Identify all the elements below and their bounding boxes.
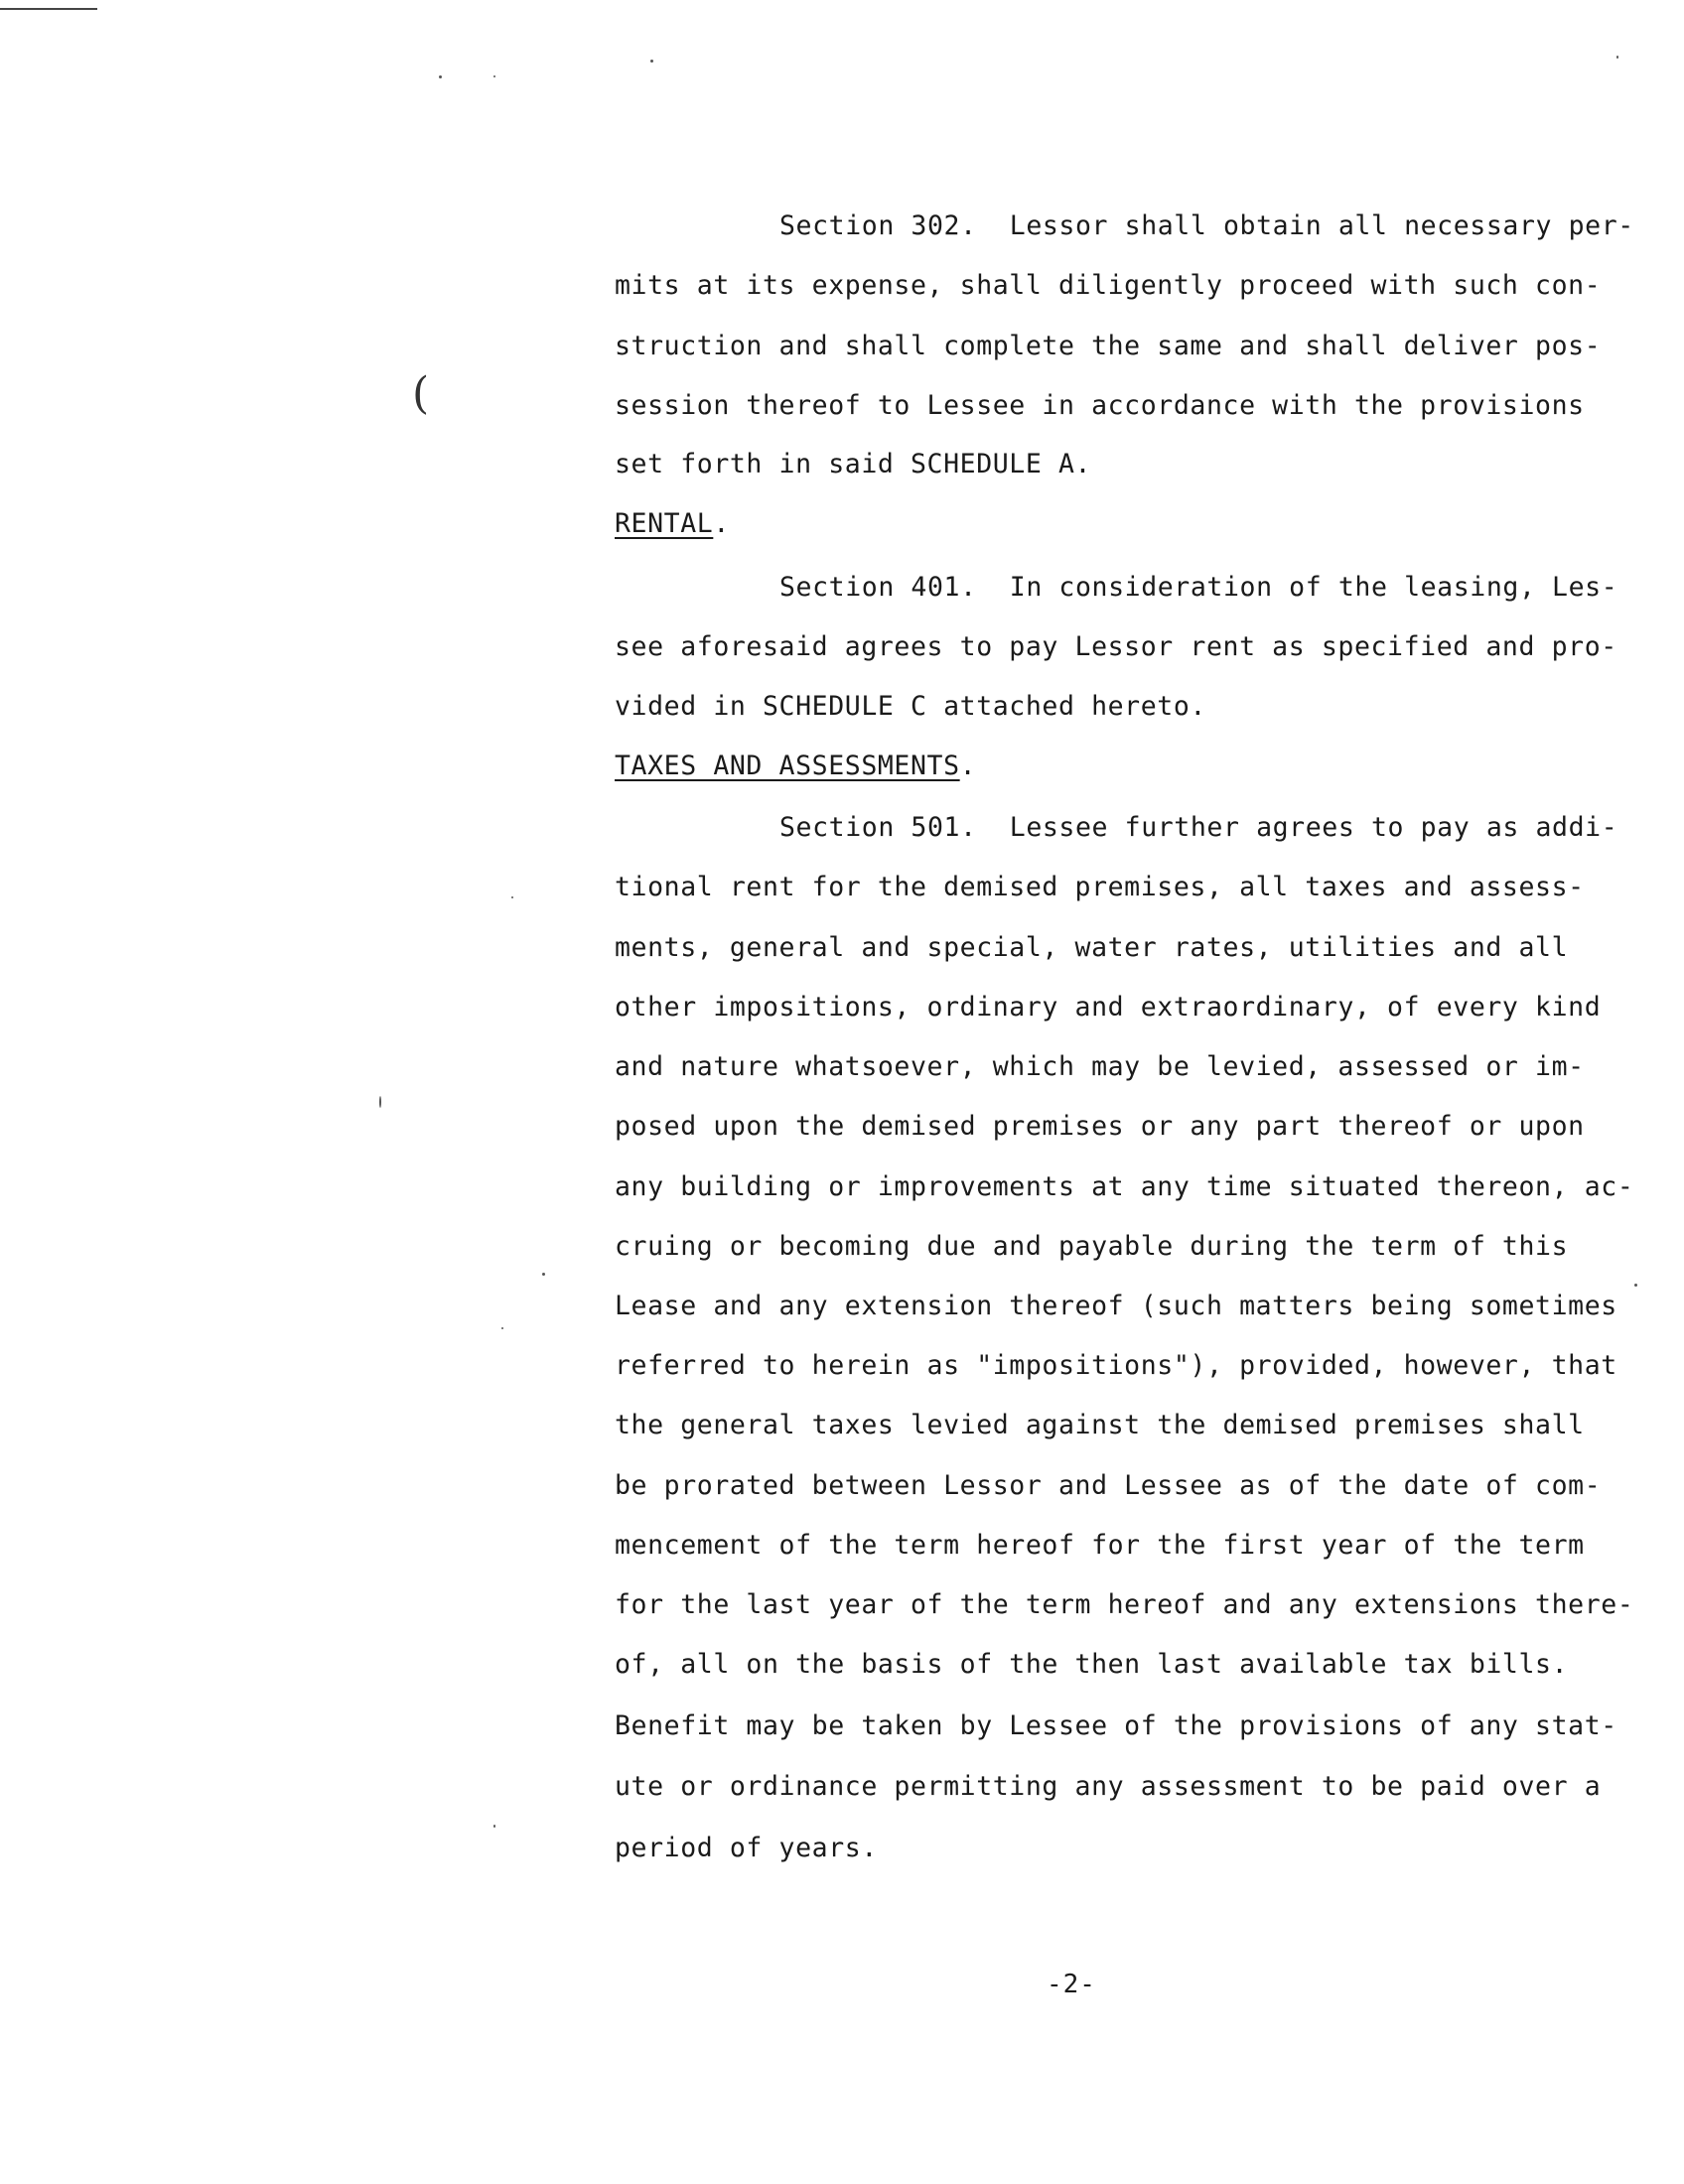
scan-speck (501, 1327, 503, 1329)
section-401-line-1: Section 401. In consideration of the leasing, Les- (779, 572, 1618, 603)
scan-speck (650, 60, 653, 63)
section-501-line-2: tional rent for the demised premises, all taxes and assess- (615, 872, 1585, 902)
rental-heading-punct: . (713, 508, 730, 539)
scan-speck (493, 75, 495, 77)
rental-heading (615, 508, 730, 540)
scan-speck (511, 896, 513, 898)
scan-edge-rule (0, 8, 97, 10)
section-501-line-18: period of years. (615, 1833, 878, 1863)
section-401-line-3: vided in SCHEDULE C attached hereto. (615, 691, 1206, 722)
taxes-heading-punct: . (959, 751, 977, 781)
section-302-line-3: struction and shall complete the same and shall deliver pos- (615, 331, 1602, 361)
taxes-heading (615, 751, 976, 782)
scan-speck (379, 1096, 381, 1108)
margin-mark: ( (412, 368, 430, 419)
section-501-line-11: the general taxes levied against the demised premises shall (615, 1410, 1585, 1440)
scan-speck (493, 1825, 495, 1828)
section-501-line-8: cruing or becoming due and payable during the term of this (615, 1231, 1569, 1262)
section-501-line-15: of, all on the basis of the then last available tax bills. (615, 1649, 1569, 1680)
taxes-heading-text: TAXES AND ASSESSMENTS (615, 751, 960, 781)
section-501-line-4: other impositions, ordinary and extraordinary, of every kind (615, 992, 1602, 1023)
section-501-line-10: referred to herein as "impositions"), provided, however, that (615, 1350, 1617, 1381)
section-501-line-14: for the last year of the term hereof and any extensions there- (615, 1589, 1634, 1620)
scan-speck (439, 75, 442, 78)
section-501-line-13: mencement of the term hereof for the first year of the term (615, 1530, 1585, 1561)
section-501-line-9: Lease and any extension thereof (such matters being sometimes (615, 1291, 1617, 1321)
page-number: -2- (1047, 1970, 1096, 1999)
section-302-line-2: mits at its expense, shall diligently proceed with such con- (615, 270, 1602, 301)
section-501-line-16: Benefit may be taken by Lessee of the provisions of any stat- (615, 1710, 1617, 1741)
section-501-line-12: be prorated between Lessor and Lessee as of the date of com- (615, 1470, 1602, 1501)
scan-speck (1616, 56, 1618, 59)
section-501-line-5: and nature whatsoever, which may be levied, assessed or im- (615, 1051, 1585, 1082)
section-501-line-7: any building or improvements at any time situated thereon, ac- (615, 1171, 1634, 1202)
section-302-line-1: Section 302. Lessor shall obtain all necessary per- (779, 210, 1634, 241)
rental-heading-text: RENTAL (615, 508, 714, 539)
section-501-line-6: posed upon the demised premises or any part thereof or upon (615, 1111, 1585, 1142)
section-501-line-17: ute or ordinance permitting any assessment to be paid over a (615, 1771, 1602, 1802)
section-501-line-1: Section 501. Lessee further agrees to pay as addi- (779, 812, 1618, 843)
scan-speck (542, 1273, 545, 1276)
section-501-line-3: ments, general and special, water rates, utilities and all (615, 932, 1569, 963)
scan-speck (1634, 1284, 1637, 1287)
section-302-line-4: session thereof to Lessee in accordance with the provisions (615, 390, 1585, 421)
section-401-line-2: see aforesaid agrees to pay Lessor rent as specified and pro- (615, 631, 1617, 662)
section-302-line-5: set forth in said SCHEDULE A. (615, 449, 1092, 479)
